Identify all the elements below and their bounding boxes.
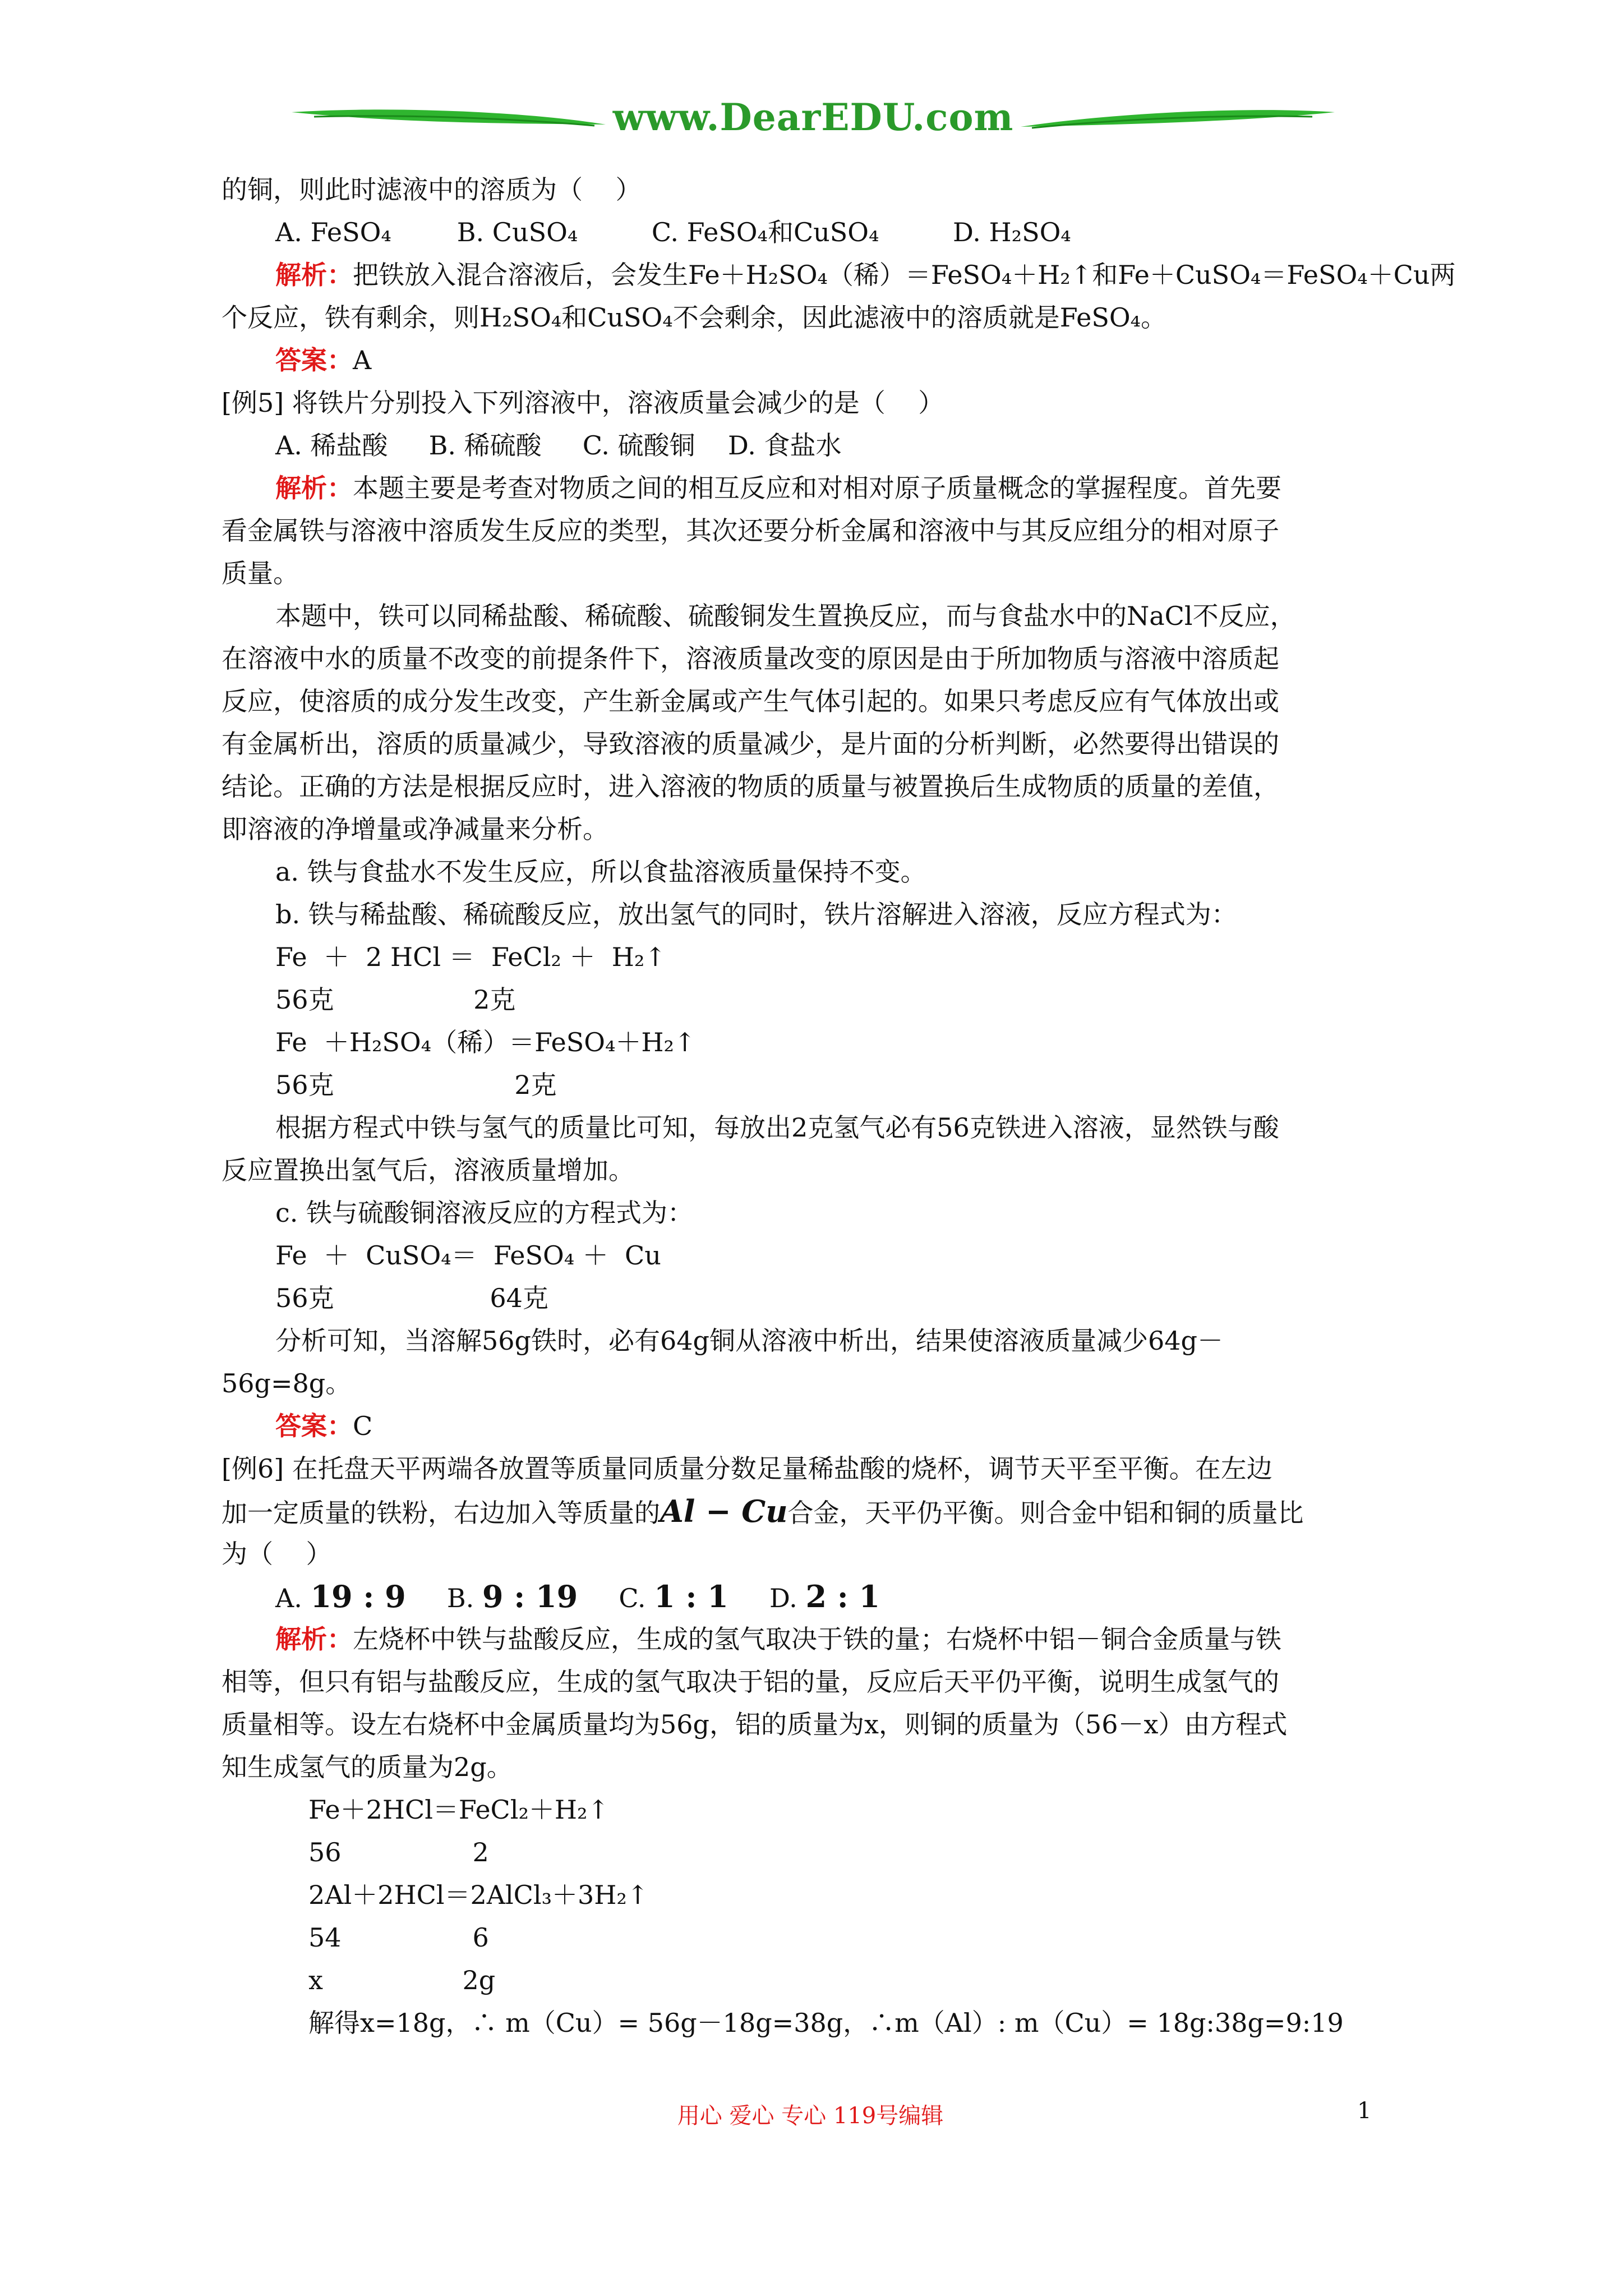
site-logo-text: www.DearEDU.com bbox=[612, 95, 1014, 139]
analysis-line bbox=[222, 467, 1410, 509]
example-heading: [例6] 在托盘天平两端各放置等质量同质量分数足量稀盐酸的烧杯，调节天平至平衡。在左边 bbox=[222, 1453, 1272, 1484]
text-line: a. 铁与食盐水不发生反应，所以食盐溶液质量保持不变。 bbox=[275, 857, 926, 887]
text-line: c. 铁与硫酸铜溶液反应的方程式为： bbox=[275, 1198, 694, 1228]
option-a-letter: A. bbox=[275, 1583, 302, 1613]
option-c-value: 1 : 1 bbox=[654, 1579, 728, 1614]
document-body bbox=[222, 168, 1456, 2044]
answer-label: 答案： bbox=[275, 345, 353, 375]
equation-line: Fe ＋ 2 HCl ＝ FeCl₂ ＋ H₂↑ bbox=[275, 942, 666, 972]
text-line: 为（ ） bbox=[222, 1539, 332, 1569]
text-line: 56g=8g。 bbox=[222, 1368, 352, 1398]
option-c-letter: C. bbox=[619, 1583, 646, 1613]
answer-value: C bbox=[353, 1411, 373, 1441]
mass-line: 56克 64克 bbox=[275, 1283, 548, 1313]
option-b-value: 9 : 19 bbox=[482, 1579, 578, 1614]
analysis-line bbox=[222, 254, 1456, 296]
mass-line: 56克 2克 bbox=[275, 1070, 557, 1100]
mass-line: 54 6 bbox=[308, 1922, 489, 1953]
answer-line bbox=[222, 1405, 1410, 1447]
text-line: 看金属铁与溶液中溶质发生反应的类型，其次还要分析金属和溶液中与其反应组分的相对原子 bbox=[222, 516, 1279, 546]
text-fragment: 加一定质量的铁粉，右边加入等质量的 bbox=[222, 1498, 660, 1528]
analysis-label: 解析： bbox=[275, 473, 353, 503]
answer-value: A bbox=[353, 345, 372, 375]
text-line: 根据方程式中铁与氢气的质量比可知，每放出2克氢气必有56克铁进入溶液，显然铁与酸 bbox=[275, 1112, 1279, 1143]
analysis-text: 左烧杯中铁与盐酸反应，生成的氢气取决于铁的量；右烧杯中铝－铜合金质量与铁 bbox=[353, 1624, 1281, 1654]
text-line: 反应置换出氢气后，溶液质量增加。 bbox=[222, 1155, 634, 1185]
analysis-label: 解析： bbox=[275, 1624, 353, 1654]
text-line: b. 铁与稀盐酸、稀硫酸反应，放出氢气的同时，铁片溶解进入溶液，反应方程式为： bbox=[275, 899, 1237, 930]
equation-line: Fe＋2HCl＝FeCl₂＋H₂↑ bbox=[308, 1795, 609, 1825]
text-line bbox=[222, 1490, 1410, 1533]
text-line: 质量。 bbox=[222, 558, 299, 588]
equation-line: 2Al＋2HCl＝2AlCl₃＋3H₂↑ bbox=[308, 1880, 649, 1910]
analysis-line bbox=[222, 1618, 1410, 1660]
option-d-letter: D. bbox=[769, 1583, 797, 1613]
text-line: 相等，但只有铝与盐酸反应，生成的氢气取决于铝的量，反应后天平仍平衡，说明生成氢气的 bbox=[222, 1667, 1279, 1697]
mass-line: x 2g bbox=[308, 1965, 496, 1995]
text-line: 本题中，铁可以同稀盐酸、稀硫酸、硫酸铜发生置换反应，而与食盐水中的NaCl不反应， bbox=[275, 601, 1296, 631]
question-options: A. 稀盐酸 B. 稀硫酸 C. 硫酸铜 D. 食盐水 bbox=[275, 430, 842, 461]
question-options: A. FeSO₄ B. CuSO₄ C. FeSO₄和CuSO₄ D. H₂SO₄ bbox=[275, 217, 1071, 247]
analysis-label: 解析： bbox=[275, 260, 353, 290]
text-line: 知生成氢气的质量为2g。 bbox=[222, 1752, 513, 1782]
alloy-formula: Al − Cu bbox=[660, 1493, 788, 1529]
text-line: 在溶液中水的质量不改变的前提条件下，溶液质量改变的原因是由于所加物质与溶液中溶质起 bbox=[222, 643, 1279, 674]
text-line: 反应，使溶质的成分发生改变，产生新金属或产生气体引起的。如果只考虑反应有气体放出或 bbox=[222, 686, 1279, 716]
answer-line bbox=[222, 339, 1410, 381]
mass-line: 56克 2克 bbox=[275, 984, 516, 1015]
text-line: 的铜，则此时滤液中的溶质为（ ） bbox=[222, 174, 642, 205]
text-line: 分析可知，当溶解56g铁时，必有64g铜从溶液中析出，结果使溶液质量减少64g－ bbox=[275, 1326, 1223, 1356]
question-options bbox=[222, 1575, 1410, 1618]
option-a-value: 19 : 9 bbox=[310, 1579, 406, 1614]
answer-label: 答案： bbox=[275, 1411, 353, 1441]
header-banner bbox=[292, 90, 1335, 157]
text-line: 质量相等。设左右烧杯中金属质量均为56g，铝的质量为x，则铜的质量为（56－x）由方程式 bbox=[222, 1709, 1288, 1740]
analysis-text: 本题主要是考查对物质之间的相互反应和对相对原子质量概念的掌握程度。首先要 bbox=[353, 473, 1281, 503]
option-b-letter: B. bbox=[446, 1583, 474, 1613]
example-heading: [例5] 将铁片分别投入下列溶液中，溶液质量会减少的是（ ） bbox=[222, 388, 944, 418]
solution-line: 解得x=18g，∴ m（Cu）= 56g－18g=38g，∴m（Al）: m（Cu）= 18g:38g=9:19 bbox=[308, 2008, 1344, 2038]
mass-line: 56 2 bbox=[308, 1837, 489, 1867]
equation-line: Fe ＋H₂SO₄（稀）＝FeSO₄＋H₂↑ bbox=[275, 1027, 696, 1057]
equation-line: Fe ＋ CuSO₄＝ FeSO₄ ＋ Cu bbox=[275, 1240, 661, 1271]
page-number: 1 bbox=[1357, 2098, 1372, 2124]
text-line: 即溶液的净增量或净减量来分析。 bbox=[222, 814, 608, 844]
footer-text: 用心 爱心 专心 119号编辑 bbox=[677, 2103, 944, 2129]
option-d-value: 2 : 1 bbox=[805, 1579, 880, 1614]
text-line: 个反应，铁有剩余，则H₂SO₄和CuSO₄不会剩余，因此滤液中的溶质就是FeSO₄。 bbox=[222, 302, 1166, 333]
analysis-text: 把铁放入混合溶液后，会发生Fe＋H₂SO₄（稀）＝FeSO₄＋H₂↑和Fe＋CuSO₄＝FeSO₄＋Cu两 bbox=[353, 260, 1456, 290]
text-line: 有金属析出，溶质的质量减少，导致溶液的质量减少，是片面的分析判断，必然要得出错误的 bbox=[222, 729, 1279, 759]
text-fragment: 合金，天平仍平衡。则合金中铝和铜的质量比 bbox=[787, 1498, 1304, 1528]
text-line: 结论。正确的方法是根据反应时，进入溶液的物质的质量与被置换后生成物质的质量的差值， bbox=[222, 771, 1279, 802]
